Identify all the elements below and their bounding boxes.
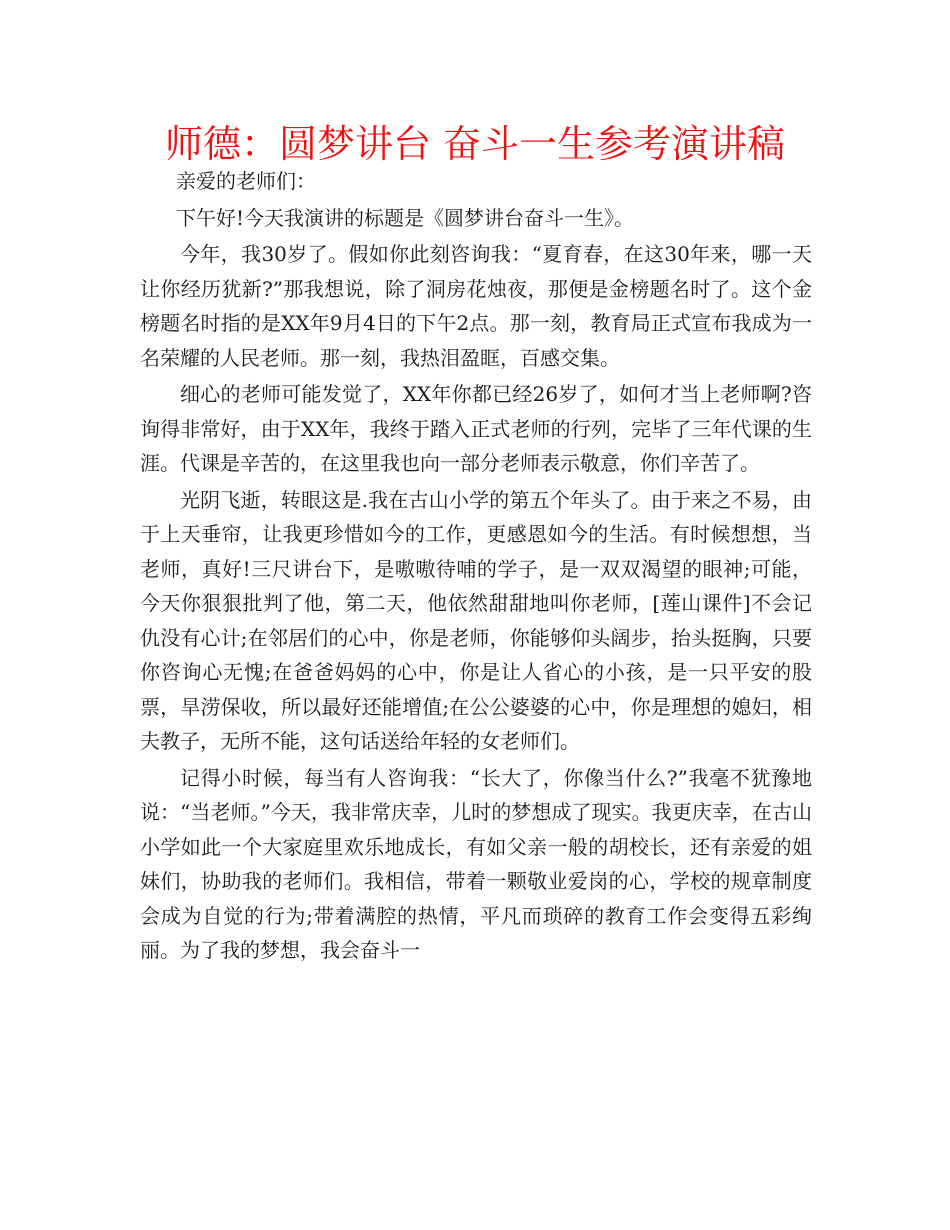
body-paragraph: 光阴飞逝，转眼这是.我在古山小学的第五个年头了。由于来之不易，由于上天垂帘，让我更珍惜如今的工作，更感恩如今的生活。有时候想想，当老师，真好!三尺讲台下，是嗷嗷待哺的学子，是一双双渴望的眼神;可能，今天你狠狠批判了他，第二天，他依然甜甜地叫你老师，[莲山课件]不会记仇没有心计;在邻居们的心中，你是老师，你能够仰头阔步，抬头挺胸，只要你咨询心无愧;在爸爸妈妈的心中，你是让人省心的小孩，是一只平安的股票，旱涝保收，所以最好还能增值;在公公婆婆的心中，你是理想的媳妇，相夫教子，无所不能，这句话送给年轻的女老师们。 (140, 487, 812, 753)
document-title: 师德：圆梦讲台 奋斗一生参考演讲稿 (164, 122, 786, 166)
body-paragraph: 细心的老师可能发觉了，XX年你都已经26岁了，如何才当上老师啊?咨询得非常好，由于XX年，我终于踏入正式老师的行列，完毕了三年代课的生涯。代课是辛苦的，在这里我也向一部分老师表示敬意，你们辛苦了。 (140, 382, 812, 475)
greeting-paragraph: 下午好!今天我演讲的标题是《圆梦讲台奋斗一生》。 (176, 205, 635, 230)
salutation-paragraph: 亲爱的老师们： (176, 169, 316, 193)
body-paragraph: 今年，我30岁了。假如你此刻咨询我：“夏育春，在这30年来，哪一天让你经历犹新?”那我想说，除了洞房花烛夜，那便是金榜题名时了。这个金榜题名时指的是XX年9月4日的下午2点。那一刻，教育局正式宣布我成为一名荣耀的人民老师。那一刻，我热泪盈眶，百感交集。 (140, 242, 812, 370)
body-paragraph: 记得小时候，每当有人咨询我：“长大了，你像当什么?”我毫不犹豫地说：“当老师。”今天，我非常庆幸，儿时的梦想成了现实。我更庆幸，在古山小学如此一个大家庭里欢乐地成长，有如父亲一般的胡校长，还有亲爱的姐妹们，协助我的老师们。我相信，带着一颗敬业爱岗的心，学校的规章制度会成为自觉的行为;带着满腔的热情，平凡而琐碎的教育工作会变得五彩绚丽。为了我的梦想，我会奋斗一 (140, 765, 812, 962)
document-body (140, 164, 812, 968)
